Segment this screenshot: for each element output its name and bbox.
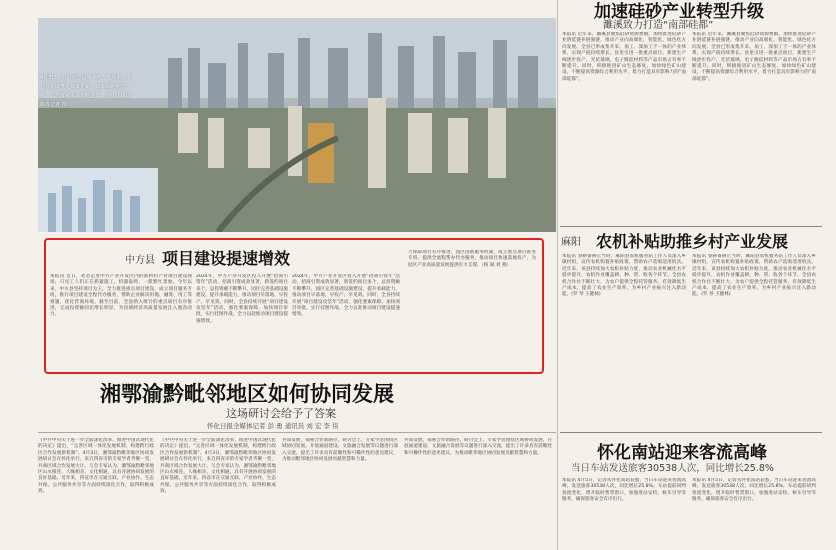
column-divider <box>557 0 558 550</box>
highlight-kicker: 中方县 <box>125 255 155 266</box>
main-headline: 湘鄂渝黔毗邻地区如何协同发展 <box>100 381 394 406</box>
right-top-subhead: 濉溪致力打造“南部硅都” <box>603 20 714 31</box>
right-bottom-headline: 怀化南站迎来客流高峰 <box>597 443 767 463</box>
right-middle-headline: 农机补贴助推乡村产业发展 <box>596 232 789 251</box>
right-middle-kicker: 麻阳 <box>561 237 581 248</box>
city-skyline-graphic <box>38 18 556 232</box>
right-top-body-col2: 本报讯 近年来，濉溪县聚焦硅砂资源禀赋，加快推进硅砂产业链延链补链强链，推动产业向高端化、智能化、绿色化方向发展。全县已形成集开采、加工、深加工于一体的产业体系，实现产值持续增长。县里引进一批重点项目，新建生产线逐步投产，光伏玻璃、电子级硅材料等产品市场占有率不断提升。同时，积极推进矿山生态修复，加快绿色矿山建设，不断提高资源综合利用水平，着力打造具有影响力的“南部硅都”。 <box>692 32 816 82</box>
highlight-body-col2: 2024年，中方产业开发区投入开展“招商引资年”活动，招商引资成效显著，新签约项目多个，总投资额不断攀升。园区完善基础设施建设，提升承载能力，推动项目早落地、早投产、早见效。同时，全县持续开展“项目建设攻坚年”活动，强化要素保障，加快项目审批，实行挂图作战，全力以赴推动项目建设提速增效。 <box>196 274 288 324</box>
main-body-col3: 共谋发展，探索合作新路径。研讨会上，专家学者围绕区域协同发展、开放通道建设、文旅融合发展等议题进行深入交流，提出了许多具有前瞻性和可操作性的意见建议，为推动毗邻地区协同发展贡献智慧和力量。 <box>282 438 398 463</box>
main-byline: 怀化日报全媒体记者 彭 勇 通讯员 刘 宏 李 伟 <box>207 422 339 430</box>
right-divider-2 <box>560 432 822 433</box>
main-subhead: 这场研讨会给予了答案 <box>226 407 336 420</box>
right-middle-body-col2: 本报讯 春耕备耕正当时，麻阳县农机服务站工作人员深入乡镇村组，宣传农机购置补贴政策，帮助农户选购适用机具。近年来，该县持续加大农机补贴力度，推动农业机械化水平稳步提升，农机作业覆盖耕、种、管、收各个环节。全县农机合作社不断壮大，为农户提供全程托管服务，有效降低生产成本，提高了农业生产效率，为乡村产业振兴注入新动能。(罗 琴 王健林) <box>692 254 816 298</box>
main-body-col4: 共谋发展，探索合作新路径。研讨会上，专家学者围绕区域协同发展、开放通道建设、文旅融合发展等议题进行深入交流，提出了许多具有前瞻性和可操作性的意见建议，为推动毗邻地区协同发展贡献智慧和力量。 <box>404 438 552 456</box>
highlight-body-col4: 力保障项目有序推进，园区创新服务机制，成立重点项目推进专班，提供全流程帮办代办服务，推动项目快速落地投产，为园区产业高质量发展提供有力支撑。（杨 斌 刘 燕） <box>408 250 536 268</box>
highlight-body-col1: 本报讯 近日，笔者走进中方产业开发区内的新材料产业项目建设现场，只见工人们正在抓紧施工，机器轰鸣，一派繁忙景象。今年以来，中方县坚持项目为王，全力推进重点项目建设，成立项目服务专班，推行项目建设全程代办服务，帮助企业解决用地、融资、用工等难题，优化营商环境。截至目前，全县纳入统计的重点项目有序推进，完成投资额同比增长明显，为县域经济高质量发展注入强劲动力。 <box>50 274 192 318</box>
highlight-headline: 项目建设提速增效 <box>162 249 291 268</box>
right-bottom-body-col1: 本报讯 4月5日，记者从怀化南站获悉，当日车站迎来客流高峰，发送旅客30538人次，同比增长25.8%。车站提前研判客流变化，增开临时售票窗口，加强进站安检、候车引导等服务，确保旅客安全有序出行。 <box>562 478 686 503</box>
highlight-body-col3: 2024年，中方产业开发区投入开展“招商引资年”活动，招商引资成效显著，新签约项目多个，总投资额不断攀升。园区完善基础设施建设，提升承载能力，推动项目早落地、早投产、早见效。同时，全县持续开展“项目建设攻坚年”活动，强化要素保障，加快项目审批，实行挂图作战，全力以赴推动项目建设提速增效。 <box>292 274 400 318</box>
right-bottom-subhead: 当日车站发送旅客30538人次，同比增长25.8% <box>571 463 774 474</box>
right-top-headline: 加速硅砂产业转型升级 <box>594 2 764 22</box>
main-body-col1: 《中共中央关于进一步全面深化改革、推进中国式现代化的决定》提出，“完善区域一体化发展机制，构建跨行政区合作发展新机制”。4月3日，湘鄂渝黔毗邻地区协同发展研讨会在怀化举行，来自四省市的专家学者齐聚一堂，共商区域合作发展大计。与会专家认为，湘鄂渝黔毗邻地区山水相连、人缘相亲、文化相通，具有开展协同发展的良好基础。近年来，四省市在交通互联、产业协作、生态共保、公共服务共享等方面持续深化合作，取得积极成效。 <box>38 438 154 495</box>
right-divider-1 <box>560 226 822 227</box>
right-middle-body-col1: 本报讯 春耕备耕正当时，麻阳县农机服务站工作人员深入乡镇村组，宣传农机购置补贴政策，帮助农户选购适用机具。近年来，该县持续加大农机补贴力度，推动农业机械化水平稳步提升，农机作业覆盖耕、种、管、收各个环节。全县农机合作社不断壮大，为农户提供全程托管服务，有效降低生产成本，提高了农业生产效率，为乡村产业振兴注入新动能。(罗 琴 王健林) <box>562 254 686 298</box>
photo-caption: 4月3日，航拍中方县城一角。近年来，中方县持续推进城市更新，城市面貌焕然一新，宜居宜业水平不断提升。（怀化日报全媒体记者 摄） <box>40 75 133 108</box>
right-top-body-col1: 本报讯 近年来，濉溪县聚焦硅砂资源禀赋，加快推进硅砂产业链延链补链强链，推动产业向高端化、智能化、绿色化方向发展。全县已形成集开采、加工、深加工于一体的产业体系，实现产值持续增长。县里引进一批重点项目，新建生产线逐步投产，光伏玻璃、电子级硅材料等产品市场占有率不断提升。同时，积极推进矿山生态修复，加快绿色矿山建设，不断提高资源综合利用水平，着力打造具有影响力的“南部硅都”。 <box>562 32 686 82</box>
city-aerial-photo <box>38 18 556 232</box>
main-divider <box>38 432 556 433</box>
right-bottom-body-col2: 本报讯 4月5日，记者从怀化南站获悉，当日车站迎来客流高峰，发送旅客30538人次，同比增长25.8%。车站提前研判客流变化，增开临时售票窗口，加强进站安检、候车引导等服务，确保旅客安全有序出行。 <box>692 478 816 503</box>
main-body-col2: 《中共中央关于进一步全面深化改革、推进中国式现代化的决定》提出，“完善区域一体化发展机制，构建跨行政区合作发展新机制”。4月3日，湘鄂渝黔毗邻地区协同发展研讨会在怀化举行，来自四省市的专家学者齐聚一堂，共商区域合作发展大计。与会专家认为，湘鄂渝黔毗邻地区山水相连、人缘相亲、文化相通，具有开展协同发展的良好基础。近年来，四省市在交通互联、产业协作、生态共保、公共服务共享等方面持续深化合作，取得积极成效。 <box>160 438 276 495</box>
